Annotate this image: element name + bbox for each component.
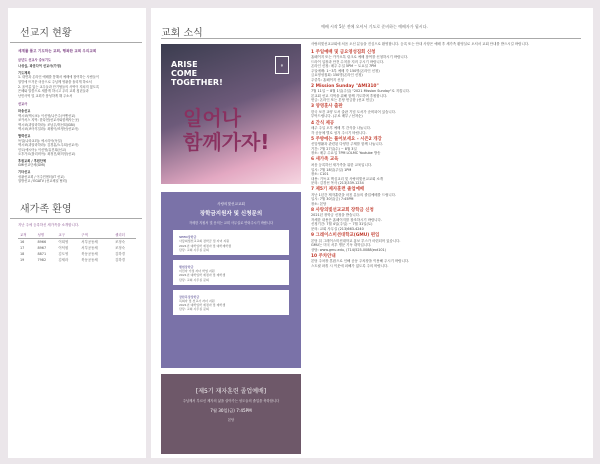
graduation-where: 본당: [227, 418, 235, 423]
news-item-line: 온라인 신청: 매주 수일 5PM ~ 토요일 7PM: [311, 64, 377, 69]
table-header-cell: 교구: [56, 232, 79, 239]
table-cell: 김세라: [58, 258, 69, 263]
news-item-title: 8 사랑의빛선교교회 장학금 신청: [311, 207, 374, 213]
mission-headline: 세계를 품고 기도하는 교회, 행복한 교회 우리교회: [18, 49, 97, 53]
table-cell: 북동공동체: [81, 258, 98, 263]
table-cell: 18: [20, 251, 25, 256]
news-item-title: 7 제5기 제자훈련 졸업예배: [311, 187, 365, 193]
table-cell: 김도영: [58, 252, 69, 257]
church-logo-icon: ✝: [275, 56, 289, 74]
news-item: [311, 121, 583, 136]
table-cell: 8871: [37, 251, 47, 256]
poster-english-text: [171, 60, 223, 87]
table-header-cell: 교적: [18, 232, 35, 239]
scholarship-line: 사랑의빛선교교회 장학금 및 자녀 지원: [179, 239, 230, 244]
news-item-title: 3 양영훈사 출판: [311, 104, 343, 110]
scholarship-line: 2021년 대학입학 예정자 및 재학생: [179, 303, 226, 308]
table-cell: 7982: [37, 257, 47, 262]
news-item-title: 10 주차안내: [311, 253, 336, 259]
poster-korean-text: [183, 106, 269, 154]
scholarship-box: [173, 230, 289, 255]
news-item-line: 2021년 장학금 신청을 받습니다.: [311, 213, 360, 218]
mission-body: [8, 43, 146, 184]
poster-line: 함께가자!: [183, 130, 270, 154]
news-item-line: 문의: 교회 사무실 (213)663-4240: [311, 226, 364, 231]
table-header-cell: 구역: [79, 232, 113, 239]
mission-line: 열방선교 / EGATV (선교채널 협력): [18, 179, 67, 184]
news-item: [311, 104, 583, 119]
scholarship-line: 목회자 및 선교사 자녀 지원: [179, 299, 215, 304]
right-panel: [151, 8, 593, 458]
table-cell: 김하경: [115, 258, 125, 263]
mission-line: 열망에 뜨거운 마음으로 주님께 영광을 돌리게 하소서: [18, 79, 92, 84]
graduation-title: [제5기 재자훈련 졸업예배]: [195, 388, 267, 395]
flyer-church: 사랑의빛선교교회: [217, 202, 245, 206]
welcome-note: 지난 주에 등록하신 새가족을 소개합니다.: [18, 222, 80, 227]
scholarship-line: 2021년 대학입학 예정자 및 재학생: [179, 273, 226, 278]
mission-line: 후원교회 / 후원단체: [18, 158, 47, 163]
news-item-line: 주일예배: 1~3부 예배 각 150명(온라인 신청): [311, 68, 380, 73]
scholarship-title: SEED장학금: [179, 235, 197, 240]
mission-line: 선교사: [18, 102, 28, 107]
table-cell: 8966: [37, 239, 47, 244]
news-item: [311, 137, 583, 156]
news-items: [311, 50, 583, 269]
news-item-line: 신앙생활과 관련된 다양한 주제를 함께 나눕니다.: [311, 142, 383, 147]
news-item-line: 헌금: 온라인 또는 본당 헌금함 (선교 헌금): [311, 98, 374, 103]
mission-line: 나성실, 곽문다여 선교사(가정): [18, 64, 62, 69]
news-item: [311, 50, 583, 83]
news-intro: 사랑의빛선교교회에 처음 오신 분들을 진심으로 환영합니다. 등록 또는 안내 사항은 예배 후 새가족 환영실로 오셔서 교회 안내를 받으시길 바랍니다.: [311, 42, 530, 46]
news-item: [311, 233, 583, 252]
mission-line: 파송선교: [18, 108, 31, 113]
news-item: [311, 84, 583, 103]
table-cell: 조정숙: [115, 240, 125, 245]
table-cell: 서부공동체: [81, 246, 98, 251]
mission-line: 성광선교회 / 이주민센터(IT 선교): [18, 174, 65, 179]
news-item-title: 4 간식 제공: [311, 120, 335, 126]
scholarship-box: [173, 290, 289, 315]
news-item: [311, 254, 583, 269]
news-item-title: 9 그레이스미션대학교(GMU) 편입: [311, 233, 380, 238]
mission-line: 협력선교: [18, 133, 31, 138]
mission-line: 은혜와 말씀으로 새롭게 하시고 우리 교회 청년들과: [18, 89, 89, 94]
flyer-sections: [161, 230, 301, 314]
graduation-card: [161, 374, 301, 454]
section-divider: [161, 38, 581, 39]
mission-line: 2. 올여름 있는 교우들과 단기팀들의 사역이 지치지 않도록: [18, 84, 99, 89]
mission-lines: [18, 58, 138, 184]
news-item-line: 일시: 7월 18일(주일) 1PM: [311, 167, 352, 172]
graduation-when: 7월 30일(금) 7:45PM: [210, 408, 252, 414]
scholarship-title: 장한목장장학금: [179, 294, 200, 299]
poster-line: TOGETHER!: [171, 78, 223, 87]
news-item-line: 신청기간: 7월 4일(주일) ~ 7월 31일(토): [311, 222, 373, 227]
news-item-line: 기간: 7월 27일(수) ~ 8월 3일: [311, 146, 357, 151]
table-cell: 김하경: [115, 252, 125, 257]
poster-line: COME: [171, 69, 198, 78]
flyer-title: 장학금지원자 및 신청문의: [199, 211, 263, 217]
welcome-section-title: 새가족 환영: [10, 190, 142, 219]
table-cell: 8967: [37, 245, 47, 250]
news-item-line: 7월 11일 ~ 8월 1일(주일) "2021 Mission Sunday"로 지킵니다.: [311, 89, 411, 94]
news-item-title: 6 새가족 교육: [311, 157, 339, 163]
mission-line: GMI선교단체(GMI): [18, 163, 46, 168]
table-header-cell: 성명: [35, 232, 56, 239]
table-cell: 16: [20, 239, 25, 244]
news-item: [311, 187, 583, 206]
news-item-line: 본당 뒤 그레이스미션대학교 홍보 부스가 마련되어 있습니다.: [311, 238, 401, 243]
scholarship-line: 담당: 교회 사무실 문의: [179, 247, 209, 252]
table-body: [18, 238, 136, 263]
news-item-line: 본교회 선교 지역을 위해 함께 기도하며 후원합니다.: [311, 93, 388, 98]
news-item-line: 한국 보건 교양 도서 출판 기념 도서가 준비되어 있습니다.: [311, 109, 397, 114]
news-item: [311, 157, 583, 185]
mission-section-title: 선교지 현황: [10, 8, 142, 43]
scholarship-line: 2021년 대학입학 예정자 및 대학재학생: [179, 243, 232, 248]
table-cell: 조정숙: [115, 246, 125, 251]
news-item-line: 드라이 입장과 안전 수칙을 지켜 주시기 바랍니다.: [311, 59, 385, 64]
scholarship-box: [173, 260, 289, 285]
table-cell: 서부공동체: [81, 240, 98, 245]
scholarship-flyer: [161, 192, 301, 368]
mission-line: 1. 대면과 온라인 예배를 통해서 예배에 참여하는 사람들이: [18, 75, 99, 80]
news-item-line: 매주 주일 오후 예배 후 간식을 나눕니다.: [311, 126, 371, 131]
scholarship-line: 이민자 가정 자녀 학업 지원: [179, 269, 215, 274]
mission-line: 엑시코(과달라하라): 조남우/허선희(GBI): [18, 122, 75, 127]
mission-line: 엑시코(멕시코): 이신영/나은주(아멘선교): [18, 113, 76, 118]
mission-line: 기타선교: [18, 170, 31, 175]
graduation-text: 주님께서 부르신 제자의 삶을 살아가는 성도들의 졸업을 축하합니다: [182, 399, 280, 403]
mission-line: 코카서스 지역: 한다현(선교사와함께사는곳): [18, 118, 80, 123]
news-item-line: 주중부: 홈페이지 신청: [311, 77, 344, 82]
news-item-line: 스트릿 파킹 시 이웃에 피해가 없도록 주의 바랍니다.: [311, 263, 389, 268]
table-header-cell: 셀리더: [113, 232, 136, 239]
prayer-note: 예배 시작 5분 전에 오셔서 기도로 준비하는 예배자가 됩시다.: [321, 24, 428, 29]
scholarship-line: 담당: 교회 사무실 문의: [179, 307, 209, 312]
news-item-line: GMU는 미국 서부 명문 기독 대학입니다.: [311, 243, 372, 248]
mission-line: 엑시코(코아후일라): 최원아/조영선(선교사): [18, 127, 79, 132]
news-list: [311, 42, 583, 270]
news-item-line: 자세한 내용은 홈페이지를 참조하시기 바랍니다.: [311, 217, 382, 222]
news-item-line: 문의: 김경선 목사 (213)339-1234: [311, 181, 364, 186]
news-item-line: 상담: www.gmu.edu, (714)525-0088(ext101): [311, 247, 387, 252]
news-item-line: 장소: 본당: [311, 201, 327, 206]
news-item-line: 처음 등록하신 새가족을 위한 교육입니다.: [311, 163, 373, 168]
mission-line: 기도제목: [18, 70, 31, 75]
mission-line: 독일(나라교회): 에시리아(독일): [18, 138, 63, 143]
table-cell: 북동공동체: [81, 252, 98, 257]
news-item-line: 내용: 기독교 핵심교리 및 사랑의빛선교교회 소개: [311, 176, 384, 181]
news-item-line: 장소: C101: [311, 172, 329, 177]
mission-line: 난민사역 및 교회가 풍성하게 해 주소서: [18, 93, 73, 98]
new-family-table: [18, 232, 136, 263]
news-item-line: 장소: 매주 수요일 7PM LOLMC Youtube 방송: [311, 151, 381, 156]
scholarship-title: 행썸장학금: [179, 265, 194, 270]
scholarship-line: 담당: 교회 사무실 문의: [179, 277, 209, 282]
news-item-line: 지난 1년간 제자훈련을 마친 분들의 졸업예배를 드립니다.: [311, 192, 397, 197]
news-item: [311, 208, 583, 232]
table-cell: 19: [20, 257, 25, 262]
news-item-line: 부탁드립니다. (무료 배부 / 선착순): [311, 114, 363, 119]
flyer-desc: 자세한 지원서 및 문의는 교회 사무실로 연락주시기 바랍니다: [188, 221, 274, 225]
poster-line: 일어나: [183, 106, 241, 130]
table-row: [18, 257, 136, 263]
news-item-title: 1 주일예배 및 금요영성집회 신청: [311, 49, 376, 55]
news-item-line: 각 공동체 별로 섬겨 주시기 바랍니다.: [311, 130, 367, 135]
news-item-line: 본당 주차장 혼잡으로 인해 공동 주차장을 이용해 주시기 바랍니다.: [311, 259, 410, 264]
news-item-title: 5 주방에는 풀어보세요 - 시즌2 개강: [311, 136, 382, 142]
poster-line: ARISE: [171, 60, 198, 69]
news-item-line: 금요영성집회: 150명(온라인 신청): [311, 73, 363, 78]
mission-line: 금년도 선교사 중보기도: [18, 57, 52, 62]
news-section-title: 교회 소식: [161, 28, 203, 39]
arise-poster: [161, 44, 301, 184]
mission-line: 오후가르(볼리비아): 최정진/최미정(선교): [18, 152, 76, 157]
mission-line: 인도(예시아): 이신영/유진희(선교): [18, 147, 67, 152]
news-item-line: 일시: 7월 30일(금) 7:45PM: [311, 197, 354, 202]
table-cell: 이덕원: [58, 246, 69, 251]
mission-line: 엑시코(과달라하라): 김경훈/노우희(선교사): [18, 143, 79, 148]
news-item-title: 2 Mission Sunday "AMI310": [311, 83, 379, 89]
table-cell: 이희영: [58, 240, 69, 245]
table-cell: 17: [20, 245, 25, 250]
news-item-line: 홈페이지 또는 카카오톡 링크로 예배 참여를 신청하시기 바랍니다.: [311, 55, 409, 60]
left-panel: [8, 8, 146, 458]
